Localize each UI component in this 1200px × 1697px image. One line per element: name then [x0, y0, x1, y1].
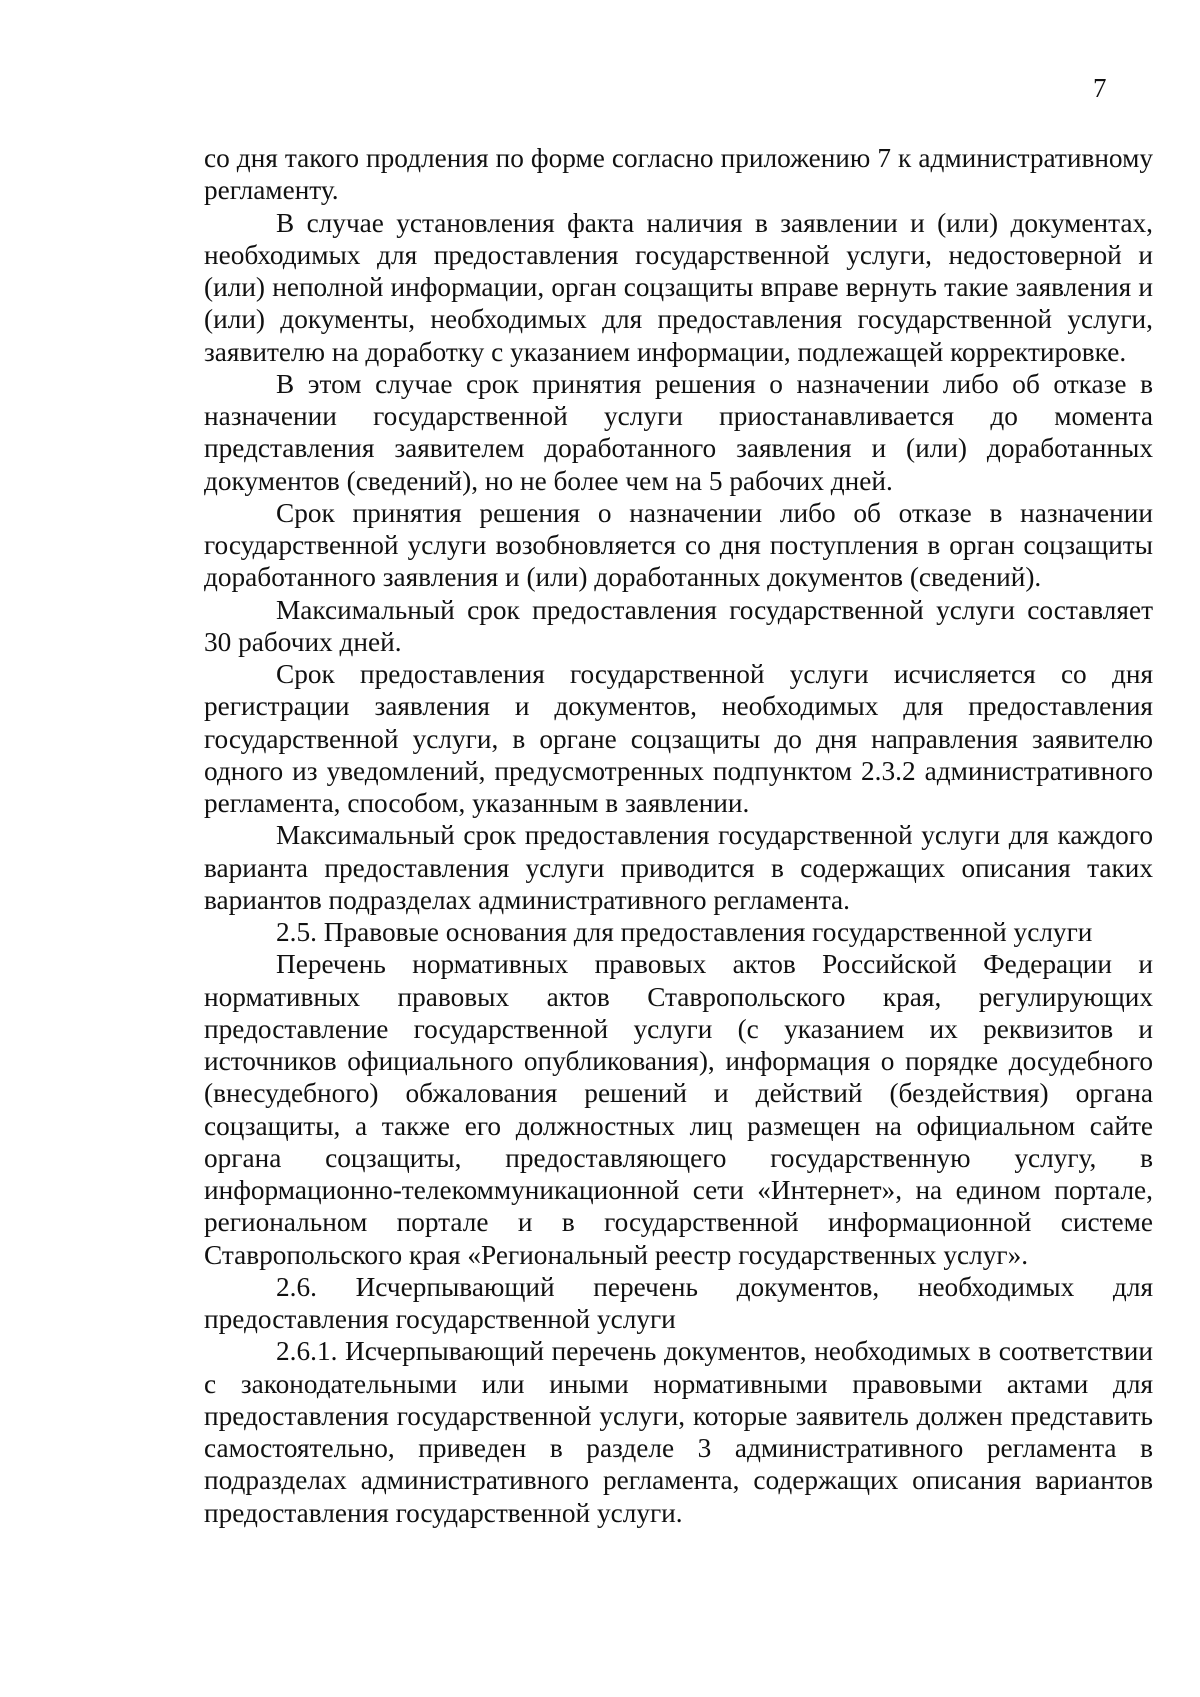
section-heading-2-6: 2.6. Исчерпывающий перечень документов, необходимых для предоставления государственной услуги [204, 1271, 1153, 1334]
paragraph: Максимальный срок предоставления государственной услуги составляет 30 рабочих дней. [204, 594, 1153, 657]
paragraph-2-6-1: 2.6.1. Исчерпывающий перечень документов, необходимых в соответствии с законодательными или иными нормативными правовыми актами для предоставления государственной услуги, которые заявитель должен представить самостоятельно, приведен в разделе 3 административного регламента в подразделах административного регламента, содержащих описания вариантов предоставления государственной услуги. [204, 1336, 1153, 1528]
page-number: 7 [1093, 73, 1107, 103]
section-heading-2-5: 2.5. Правовые основания для предоставления государственной услуги [276, 917, 1093, 947]
paragraph: Срок принятия решения о назначении либо об отказе в назначении государственной услуги возобновляется со дня поступления в орган соцзащиты доработанного заявления и (или) доработанных документов (сведений). [204, 497, 1153, 593]
paragraph: В этом случае срок принятия решения о назначении либо об отказе в назначении государственной услуги приостанавливается до момента представления заявителем доработанного заявления и (или) доработанных документов (сведений), но не более чем на 5 рабочих дней. [204, 368, 1153, 496]
paragraph: В случае установления факта наличия в заявлении и (или) документах, необходимых для предоставления государственной услуги, недостоверной и (или) неполной информации, орган соцзащиты вправе вернуть такие заявления и (или) документы, необходимых для предоставления государственной услуги, заявителю на доработку с указанием информации, подлежащей корректировке. [204, 207, 1153, 367]
paragraph: Максимальный срок предоставления государственной услуги для каждого варианта предоставления услуги приводится в содержащих описания таких вариантов подразделах административного регламента. [204, 820, 1153, 915]
paragraph: Срок предоставления государственной услуги исчисляется со дня регистрации заявления и документов, необходимых для предоставления государственной услуги, в органе соцзащиты до дня направления заявителю одного из уведомлений, предусмотренных подпунктом 2.3.2 административного регламента, способом, указанным в заявлении. [204, 659, 1153, 818]
paragraph: Перечень нормативных правовых актов Российской Федерации и нормативных правовых актов Ставропольского края, регулирующих предоставление государственной услуги (с указанием их реквизитов и источников официального опубликования), информация о порядке досудебного (внесудебного) обжалования решений и действий (бездействия) органа соцзащиты, а также его должностных лиц размещен на официальном сайте органа соцзащиты, предоставляющего государственную услугу, в информационно-телекоммуникационной сети «Интернет», на едином портале, региональном портале и в государственной информационной системе Ставропольского края «Региональный реестр государственных услуг». [204, 949, 1153, 1270]
paragraph-continuation: со дня такого продления по форме согласно приложению 7 к административному регламенту. [204, 143, 1153, 206]
body-text [204, 142, 1153, 1529]
